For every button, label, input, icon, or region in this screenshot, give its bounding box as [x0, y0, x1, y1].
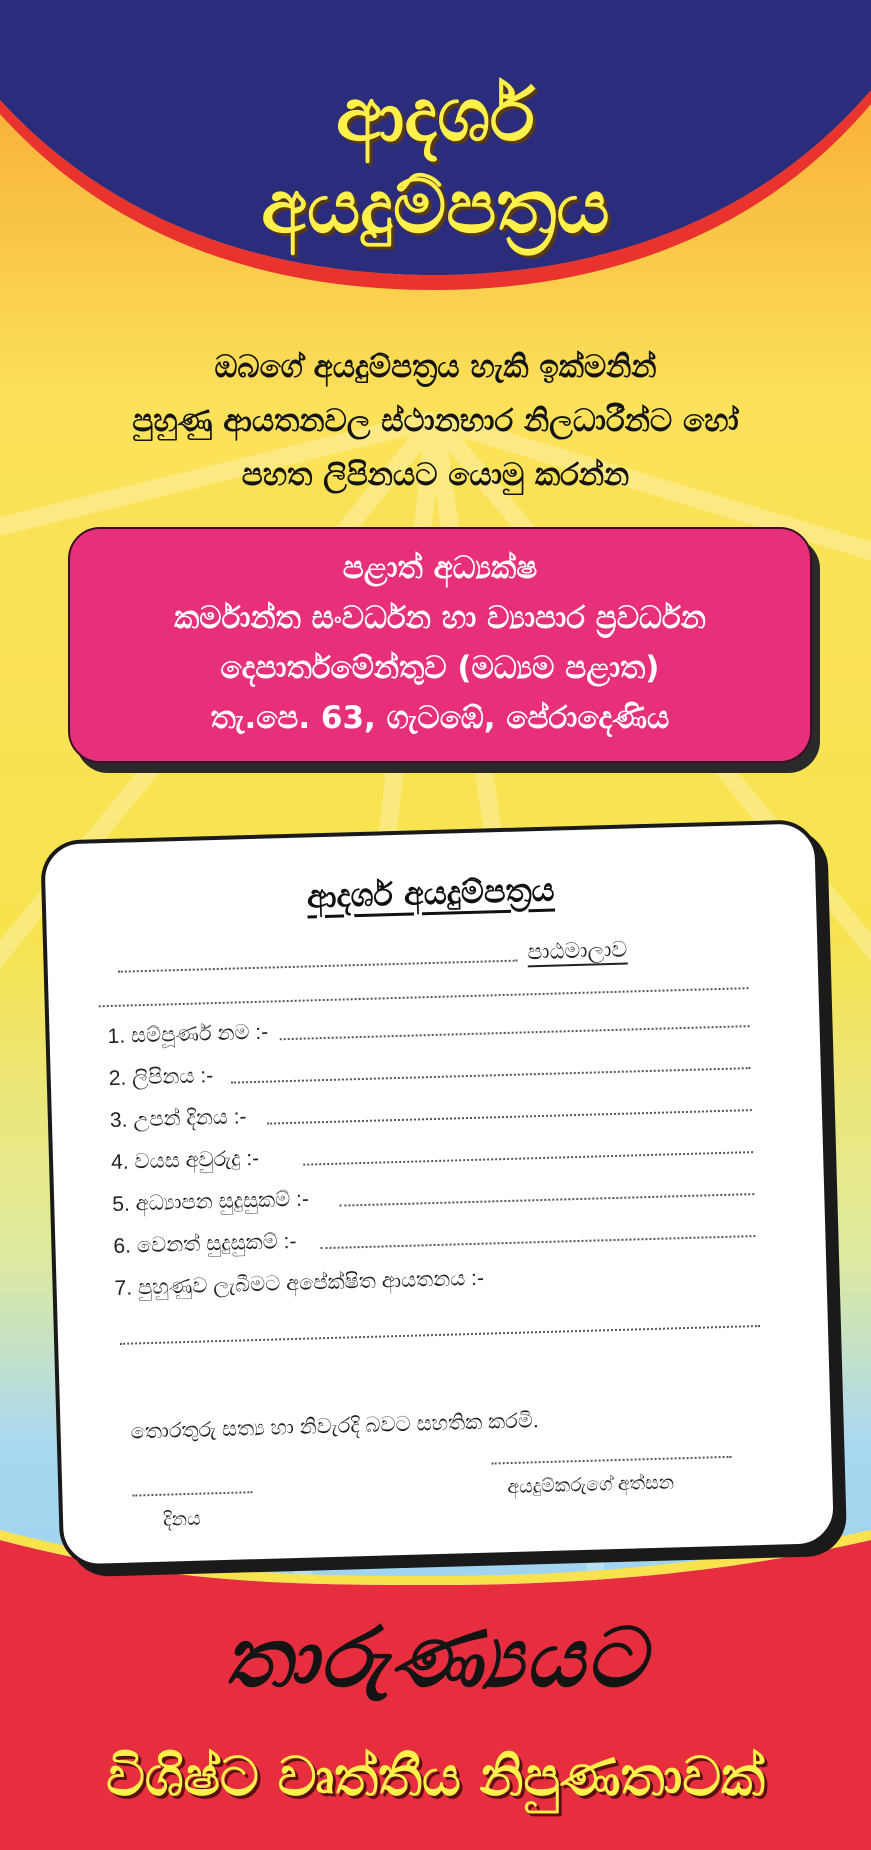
course-label: පාඨමාලාව [527, 937, 628, 968]
dotted-line [267, 1109, 752, 1125]
field-birth-date: 3. උපන් දිනය :- [109, 1105, 247, 1133]
intro-line: පුහුණු ආයතනවල ස්ථානභාර නිලධාරීන්ට හෝ [132, 403, 739, 439]
dotted-line [339, 1193, 754, 1207]
date-dotted-line [132, 1491, 252, 1496]
form-card [40, 819, 838, 1568]
dotted-line [99, 987, 749, 1007]
address-box [68, 527, 812, 763]
dotted-line [231, 1067, 751, 1084]
intro-line: ඔබගේ අයදුම්පත්‍රය හැකි ඉක්මනින් [214, 349, 657, 385]
field-education: 5. අධ්‍යාපන සුදුසුකම් :- [111, 1187, 310, 1217]
dotted-line [303, 1151, 753, 1166]
intro-text [60, 340, 811, 502]
address-line: දෙපාර්තමේන්තුව (මධ්‍යම පළාත) [220, 650, 660, 686]
course-dotted-line [118, 960, 518, 973]
intro-line: පහත ලිපිනයට යොමු කරන්න [241, 457, 630, 493]
signature-label: අයදුම්කරුගේ අත්සන [507, 1472, 675, 1499]
field-age: 4. වයස අවුරුදු :- [110, 1146, 260, 1175]
signature-dotted-line [492, 1456, 732, 1465]
date-label: දිනය [162, 1508, 201, 1531]
declaration-text: තොරතුරු සත්‍ය හා නිවැරදි බවට සහතික කරමි. [130, 1409, 540, 1444]
field-other-qualifications: 6. වෙනත් සුදුසුකම් :- [113, 1229, 297, 1258]
field-address: 2. ලිපිනය :- [108, 1064, 214, 1091]
footer-slogan-2: විශිෂ්ට වෘත්තීය නිපුණතාවක් [106, 1745, 765, 1808]
dotted-line [321, 1235, 756, 1249]
footer-slogan-1: තාරුණ්‍යයට [224, 1610, 647, 1706]
dotted-line [280, 1025, 750, 1040]
sample-form [40, 819, 830, 1560]
title-line-1: ආදර්ශ [336, 72, 535, 158]
address-line: තැ.පෙ. 63, ගැටඹේ, පේරාදෙණිය [210, 700, 670, 736]
title-line-2: අයදුම්පත්‍රය [261, 164, 610, 250]
form-title: ආදර්ශ අයදුම්පත්‍රය [306, 870, 556, 916]
field-preferred-institute: 7. පුහුණුව ලැබීමට අපේක්ෂිත ආයතනය :- [114, 1266, 485, 1300]
address-line: පළාත් අධ්‍යක්ෂ [342, 550, 538, 586]
address-line: කර්මාන්ත සංවර්ධන හා ව්‍යාපාර ප්‍රවර්ධන [174, 600, 706, 636]
field-full-name: 1. සම්පූර්ණ නම :- [107, 1020, 269, 1049]
dotted-line [120, 1325, 760, 1345]
